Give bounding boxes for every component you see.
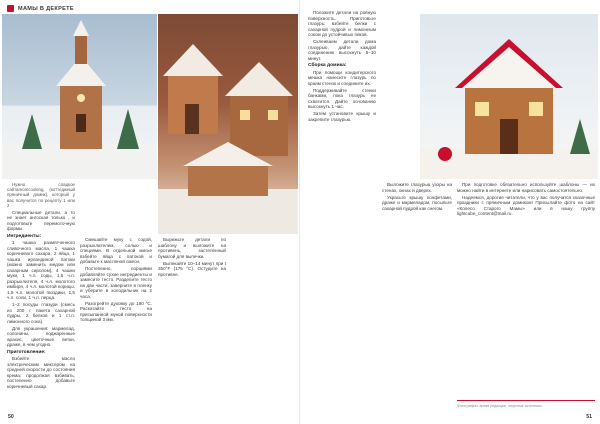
right-page	[300, 0, 600, 424]
ingredients-heading: Ингредиенты:	[7, 233, 42, 239]
footer-note: Фотографии: архив редакции, открытые источники.	[457, 404, 543, 408]
right-col2-p2: При подготовке обязательно используйте шаблоны — их можно найти в интернете или нарисовать самостоятельно.	[457, 182, 595, 193]
left-col1-p4: Для украшения: мармелад, солонины, поджаренные арахис, цветочные ветки, драже, в чем угодно.	[7, 325, 75, 348]
house-door	[500, 119, 518, 154]
right-col1-p0: Положите детали на ровную поверхность. Приготовьте глазурь: взбейте белки с сахарной пудрой и лимонным соком до устойчивых пиков.	[308, 10, 376, 37]
gingerbread-houses-photo	[158, 14, 298, 234]
assembly-heading: Сборка домика:	[308, 63, 347, 68]
window-left	[475, 102, 489, 116]
church-door	[76, 114, 86, 132]
right-text-column-3	[457, 182, 595, 218]
house-wall-2	[230, 94, 288, 156]
church-window	[77, 94, 85, 102]
gingerbread-house-photo	[420, 14, 598, 179]
left-text-column-3	[158, 237, 226, 279]
house-window-2b	[268, 110, 278, 120]
right-page-number: 51	[586, 414, 592, 420]
left-col2-p0: Смешайте муку с содой, разрыхлителем, солью и специями. В отдельной миске взбейте яйца с патокой и добавьте к масляной смеси.	[80, 237, 152, 264]
houses-illustration	[158, 14, 298, 234]
left-text-column-2	[80, 237, 152, 324]
snow-ground	[2, 144, 157, 179]
photo-caption: Нужно сладкое сайтаmomcooking, (коттеджный пряничный домик), который у вас получится по рецепту 1 или 2	[7, 182, 75, 208]
right-col1-p1: Склеиваем детали дома глазурью, дайте каждой соединению высохнуть 5–10 минут.	[308, 39, 376, 61]
right-col1-p5: Затем установите крышу и закрепите глазурью.	[308, 111, 376, 122]
church-illustration	[2, 14, 157, 179]
left-page-number: 50	[8, 414, 14, 420]
left-col1-p0: Специальные детали, а то не знает ангоская только , и подготовьте перемоточную формы.	[7, 209, 75, 232]
house-roof-2	[225, 62, 293, 96]
left-col1-p3: 1–2 посуды глазури (смесь из 200 г пакета сахарной пудры, 2 белков и 1 ст.л. лимонного сока).	[7, 302, 75, 324]
left-col2-p3: Вырежьте детали по шаблону и выложите на противень, застеленный бумагой для выпечки.	[158, 237, 226, 259]
preparation-heading: Приготовление:	[7, 349, 46, 355]
left-col2-p1: Постепенно, порциями добавляйте сухие ингредиенты и замесите тесто. Разделите тесто на две части, заверните в пленку и уберите в холодильник на 2 часа.	[80, 266, 152, 299]
tree	[570, 119, 590, 154]
right-col2-p1: Украсьте крышу конфетами, драже и мармеладом, посыпьте сахарной пудрой как снегом.	[382, 194, 452, 211]
left-col1-p2: 1 чашка размягченного сливочного масла, 1 чашка коричневого сахара, 2 яйца, 1 чашка ирландиной патоки (можно заменить медом или сахарным сиропом), 4 чашки муки, 1 ч.л. соды, 1,5 ч.л. разрыхлителя, 4 ч.л. молотого имбиря, 4 ч.л. молотой корицы, 1,5 ч.л. молотой гвоздики, 1,5 ч.л. соли, 1 ч.л. перца.	[7, 240, 75, 301]
left-caption-column	[7, 182, 75, 391]
right-col2-p3: Надеемся, дорогие читатели, что у вас получатся сказочные праздники с пряничным домиком! Присылайте фото на сайт «Колесо Старого Мамы» или в нашу группу lightcube_content@mail.ru.	[457, 194, 595, 216]
left-col2-p2: Разогрейте духовку до 190 °C. Раскатайте тесто на присыпанной мукой поверхности толщиной 3 мм.	[80, 300, 152, 322]
section-header	[7, 5, 74, 12]
right-text-column-1	[308, 10, 376, 124]
roof-icing	[462, 47, 556, 88]
tree-left	[22, 114, 42, 149]
window-right	[529, 102, 543, 116]
section-badge-icon	[7, 5, 14, 12]
footer-rule	[457, 400, 595, 401]
house-roof-1	[163, 44, 223, 76]
candy-decor	[438, 147, 452, 161]
right-col2-p0: Выложите глазурью узоры на стенах, окнах и дверях.	[382, 182, 452, 193]
church-tower	[75, 34, 87, 64]
section-title: МАМЫ В ДЕКРЕТЕ	[18, 5, 74, 12]
right-col1-p3: При помощи кондитерского мешка нанесите глазурь по краям стенок и соедините их.	[308, 69, 376, 86]
house-window-2a	[240, 110, 250, 120]
house-door-1	[185, 104, 199, 134]
right-col1-p4: Поддерживайте стенки банками, пока глазурь не схватится. Дайте основанию высохнуть 1 час.	[308, 87, 376, 109]
gingerbread-house-illustration	[420, 14, 598, 179]
left-col1-p6: Взбейте масло электрическим миксером на средней скорости до состояния крема; продолжая взбивать, постепенно добавьте коричневый сахар.	[7, 356, 75, 389]
left-col2-p4: Выпекайте 10–14 минут при t 350°F (175 °C). Остудите на противне.	[158, 260, 226, 277]
tower-spire	[73, 20, 89, 36]
tree-right	[117, 109, 139, 149]
right-text-column-2	[382, 182, 452, 213]
gingerbread-church-photo	[2, 14, 157, 179]
house-wall-3	[188, 164, 268, 196]
